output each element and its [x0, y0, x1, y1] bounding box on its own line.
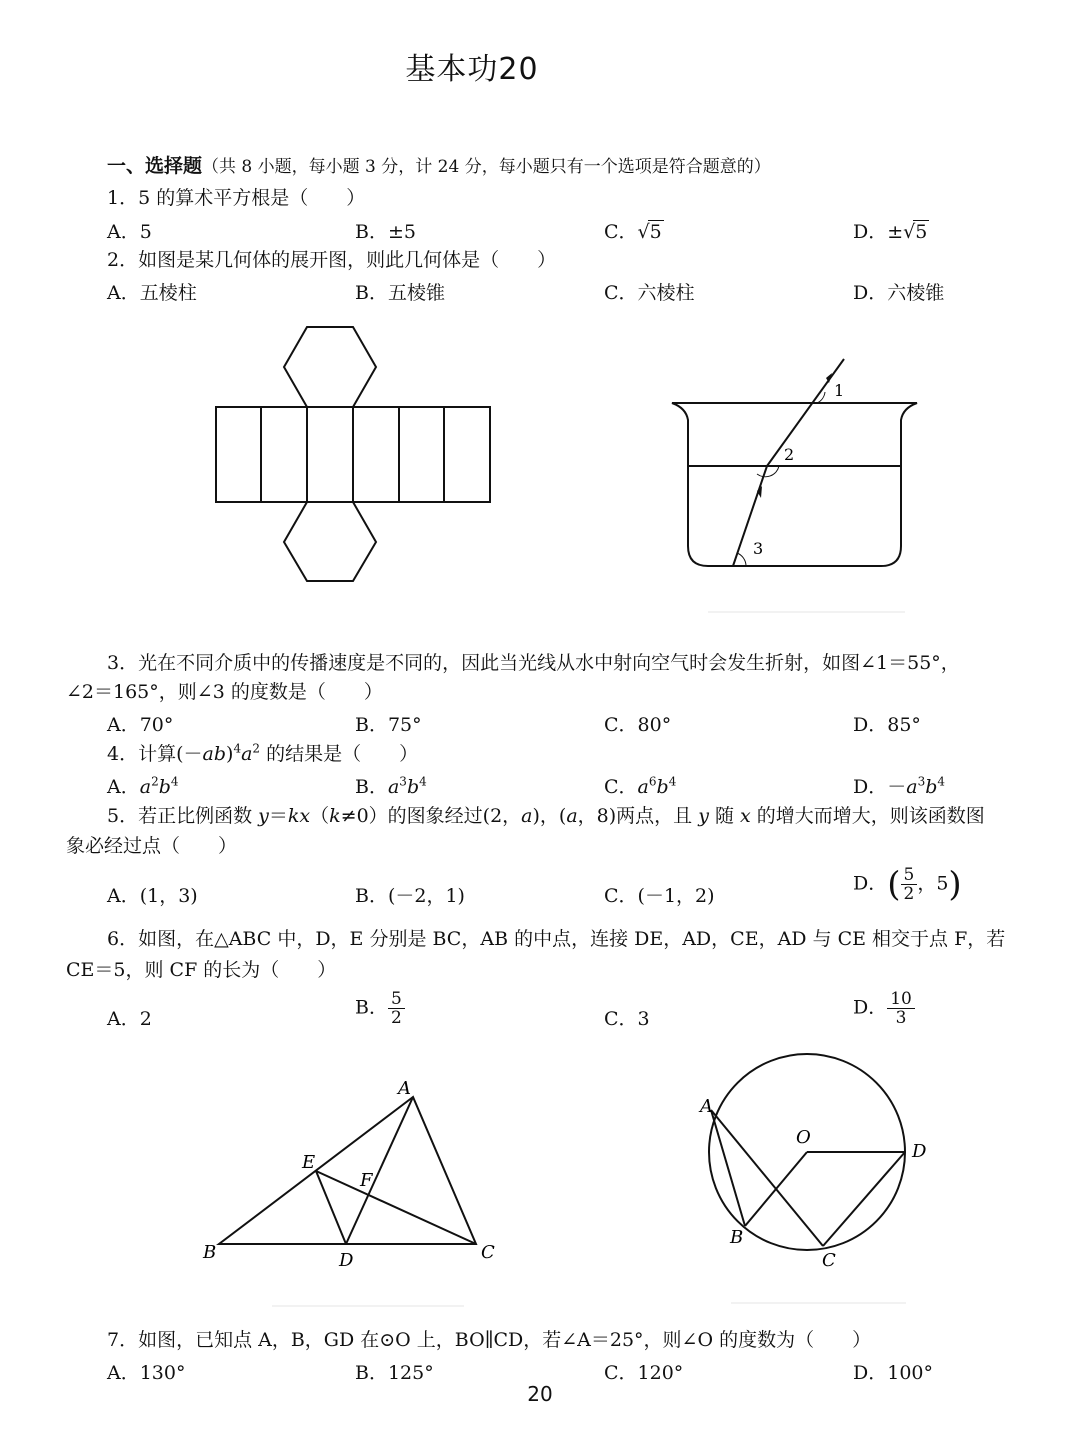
- q3-option-b: B．75°: [355, 714, 422, 736]
- label-o: O: [796, 1127, 811, 1148]
- q4-option-c: C．$a^6b^4$: [604, 774, 677, 798]
- page-number: 20: [527, 1382, 553, 1406]
- q6-line1: 6．如图，在△ABC 中，D，E 分别是 BC，AB 的中点，连接 DE，AD，CE，AD 与 CE 相交于点 F，若: [107, 928, 1006, 950]
- q6-option-d: D． $\frac{10}{3}$: [853, 990, 915, 1027]
- q5-option-b: B．(－2，1): [355, 885, 465, 907]
- q4-option-b: B．$a^3b^4$: [355, 774, 427, 798]
- q6-line2: CE＝5，则 CF 的长为（ ）: [66, 959, 337, 981]
- q4-stem: 4．计算$(-ab)^4a^2$ 的结果是（ ）: [107, 741, 419, 765]
- q6-option-b: B． $\frac{5}{2}$: [355, 990, 405, 1027]
- section-desc: （共 8 小题，每小题 3 分，计 24 分，每小题只有一个选项是符合题意的）: [202, 157, 771, 177]
- label-b: B: [203, 1242, 217, 1263]
- q2-option-d: D．六棱锥: [853, 282, 945, 304]
- q7-option-a: A．130°: [107, 1362, 186, 1384]
- q5-option-a: A．(1，3): [107, 885, 198, 907]
- q1-option-d: D．±√5: [853, 221, 928, 243]
- q7-option-b: B．125°: [355, 1362, 434, 1384]
- q7-stem: 7．如图，已知点 A，B，GD 在⊙O 上，BO∥CD，若∠A＝25°，则∠O 的度数为（ ）: [107, 1329, 872, 1351]
- q1-option-a: A．5: [107, 221, 152, 243]
- q2-option-b: B．五棱锥: [355, 282, 445, 304]
- label-a: A: [398, 1078, 411, 1099]
- q5-option-c: C．(－1，2): [604, 885, 715, 907]
- q3-option-c: C．80°: [604, 714, 672, 736]
- page-title: 基本功20: [405, 52, 539, 87]
- label-f: F: [360, 1170, 373, 1191]
- q6-option-c: C．3: [604, 1008, 650, 1030]
- q5-line1: 5．若正比例函数 y＝kx（k≠0）的图象经过(2，a)，(a，8)两点，且 y 随 x 的增大而增大，则该函数图: [107, 805, 985, 827]
- q3-option-d: D．85°: [853, 714, 921, 736]
- q3-line2: ∠2＝165°，则∠3 的度数是（ ）: [66, 681, 383, 703]
- q6-option-a: A．2: [107, 1008, 152, 1030]
- q3-option-a: A．70°: [107, 714, 174, 736]
- section-label: 一、选择题: [107, 155, 203, 177]
- q1-stem: 1．5 的算术平方根是（ ）: [107, 187, 366, 209]
- q4-option-d: D．$-a^3b^4$: [853, 774, 946, 798]
- angle-label-3: 3: [753, 539, 764, 558]
- q7-option-c: C．120°: [604, 1362, 684, 1384]
- q2-option-a: A．五棱柱: [107, 282, 197, 304]
- q7-option-d: D．100°: [853, 1362, 933, 1384]
- label-d: D: [912, 1141, 927, 1162]
- label-a: A: [700, 1096, 713, 1117]
- label-c: C: [822, 1250, 836, 1271]
- q2-stem: 2．如图是某几何体的展开图，则此几何体是（ ）: [107, 249, 557, 271]
- q3-line1: 3．光在不同介质中的传播速度是不同的，因此当光线从水中射向空气时会发生折射，如图∠1＝55°，: [107, 652, 960, 674]
- q5-line2: 象必经过点（ ）: [66, 835, 238, 857]
- q2-option-c: C．六棱柱: [604, 282, 695, 304]
- label-b: B: [730, 1227, 744, 1248]
- label-d: D: [339, 1250, 354, 1271]
- label-e: E: [302, 1152, 316, 1173]
- q5-option-d: D．( $\frac{5}{2}$ ，5): [853, 864, 962, 905]
- q1-option-b: B．±5: [355, 221, 416, 243]
- q4-option-a: A．$a^2b^4$: [107, 774, 179, 798]
- label-c: C: [481, 1242, 495, 1263]
- q1-option-c: C．√5: [604, 221, 662, 243]
- angle-label-2: 2: [784, 445, 795, 464]
- angle-label-1: 1: [834, 381, 845, 400]
